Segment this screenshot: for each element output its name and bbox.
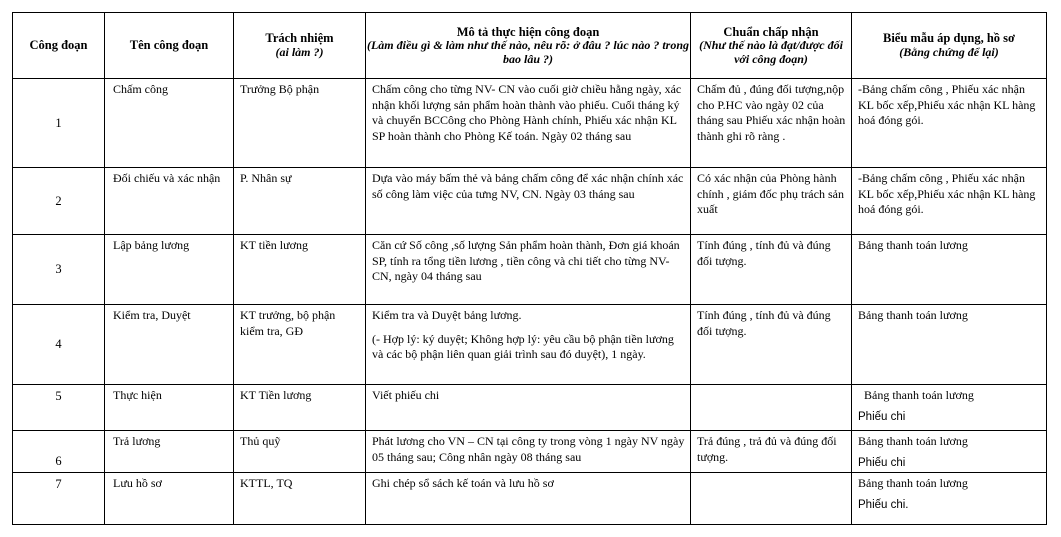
stage-forms: Bảng thanh toán lương <box>852 305 1047 385</box>
stage-description: Phát lương cho VN – CN tại công ty trong vòng 1 ngày NV ngày 05 tháng sau; Công nhân ngày 08 tháng sau <box>366 431 691 473</box>
table-row <box>13 473 1047 525</box>
stage-acceptance <box>691 473 852 525</box>
stage-number: 5 <box>13 385 105 431</box>
header-forms: Biểu mẫu áp dụng, hồ sơ (Bằng chứng để lại) <box>852 13 1047 79</box>
stage-forms <box>852 385 1047 431</box>
stage-acceptance: Trả đúng , trả đủ và đúng đối tượng. <box>691 431 852 473</box>
stage-description: Dựa vào máy bấm thẻ và bảng chấm công để xác nhận chính xác số công làm việc của tưng NV, CN. Ngày 03 tháng sau <box>366 168 691 235</box>
stage-responsibility: KT trưởng, bộ phận kiểm tra, GĐ <box>234 305 366 385</box>
stage-number: 7 <box>13 473 105 525</box>
stage-responsibility: KT tiền lương <box>234 235 366 305</box>
table-row <box>13 305 1047 385</box>
stage-description: Chấm công cho từng NV- CN vào cuối giờ chiều hằng ngày, xác nhận khối lượng sản phẩm hoàn thành vào phiếu. Cuối tháng ký và chuyển BCCông cho Phòng Hành chính, Phiếu xác nhận KL SP hoàn thành cho Phòng Kế toán. Ngày 02 tháng sau <box>366 79 691 168</box>
stage-acceptance: Tính đúng , tính đủ và đúng đối tượng. <box>691 305 852 385</box>
header-description: Mô tả thực hiện công đoạn (Làm điều gì & làm như thế nào, nêu rõ: ở đâu ? lúc nào ? trong bao lâu ?) <box>366 13 691 79</box>
header-stage-name: Tên công đoạn <box>105 13 234 79</box>
stage-number: 2 <box>13 168 105 235</box>
stage-name: Lập bảng lương <box>105 235 234 305</box>
stage-description: Viết phiếu chi <box>366 385 691 431</box>
stage-name: Lưu hồ sơ <box>105 473 234 525</box>
stage-acceptance: Có xác nhận của Phòng hành chính , giám đốc phụ trách sản xuất <box>691 168 852 235</box>
stage-forms: Bảng thanh toán lương <box>852 235 1047 305</box>
stage-responsibility: P. Nhân sự <box>234 168 366 235</box>
table-row <box>13 385 1047 431</box>
stage-number: 3 <box>13 235 105 305</box>
table-row <box>13 235 1047 305</box>
forms-main: Bảng thanh toán lương <box>864 388 974 402</box>
stage-name: Đối chiếu và xác nhận <box>105 168 234 235</box>
stage-name: Trả lương <box>105 431 234 473</box>
header-responsibility: Trách nhiệm (ai làm ?) <box>234 13 366 79</box>
stage-description: Căn cứ Số công ,số lượng Sản phẩm hoàn thành, Đơn giá khoán SP, tính ra tổng tiền lương , tiền công và chi tiết cho từng NV-CN, ngày 04 tháng sau <box>366 235 691 305</box>
forms-main: Bảng thanh toán lương <box>858 476 968 490</box>
stage-forms: -Bảng chấm công , Phiếu xác nhận KL bốc xếp,Phiếu xác nhận KL hàng hoá đóng gói. <box>852 168 1047 235</box>
stage-name: Chấm công <box>105 79 234 168</box>
stage-description: Ghi chép sổ sách kế toán và lưu hồ sơ <box>366 473 691 525</box>
stage-number: 6 <box>13 431 105 473</box>
description-note: (- Hợp lý: ký duyệt; Không hợp lý: yêu cầu bộ phận tiền lương và các bộ phận liên quan giải trình sau đó duyệt), 1 ngày. <box>372 331 674 362</box>
stage-responsibility: Trưởng Bộ phận <box>234 79 366 168</box>
stage-forms <box>852 473 1047 525</box>
stage-name: Thực hiện <box>105 385 234 431</box>
header-acceptance: Chuẩn chấp nhận (Như thế nào là đạt/được đối với công đoạn) <box>691 13 852 79</box>
forms-secondary: Phiếu chi. <box>858 498 909 511</box>
header-stage: Công đoạn <box>13 13 105 79</box>
forms-secondary: Phiếu chi <box>858 410 906 423</box>
header-row <box>13 13 1047 79</box>
stage-number: 1 <box>13 79 105 168</box>
stage-responsibility: KTTL, TQ <box>234 473 366 525</box>
table-row <box>13 431 1047 473</box>
stage-acceptance <box>691 385 852 431</box>
stage-number: 4 <box>13 305 105 385</box>
table-row <box>13 168 1047 235</box>
process-table <box>12 12 1047 525</box>
stage-forms: -Bảng chấm công , Phiếu xác nhận KL bốc xếp,Phiếu xác nhận KL hàng hoá đóng gói. <box>852 79 1047 168</box>
stage-acceptance: Tính đúng , tính đủ và đúng đối tượng. <box>691 235 852 305</box>
table-row <box>13 79 1047 168</box>
stage-responsibility: KT Tiền lương <box>234 385 366 431</box>
stage-responsibility: Thủ quỹ <box>234 431 366 473</box>
description-main: Kiểm tra và Duyệt bảng lương. <box>372 308 522 322</box>
stage-acceptance: Chấm đủ , đúng đối tượng,nộp cho P.HC vào ngày 02 của tháng sau Phiếu xác nhận hoàn thành ghi rõ ràng . <box>691 79 852 168</box>
stage-name: Kiểm tra, Duyệt <box>105 305 234 385</box>
stage-forms <box>852 431 1047 473</box>
forms-main: Bảng thanh toán lương <box>858 434 968 448</box>
stage-description <box>366 305 691 385</box>
forms-secondary: Phiếu chi <box>858 456 906 469</box>
